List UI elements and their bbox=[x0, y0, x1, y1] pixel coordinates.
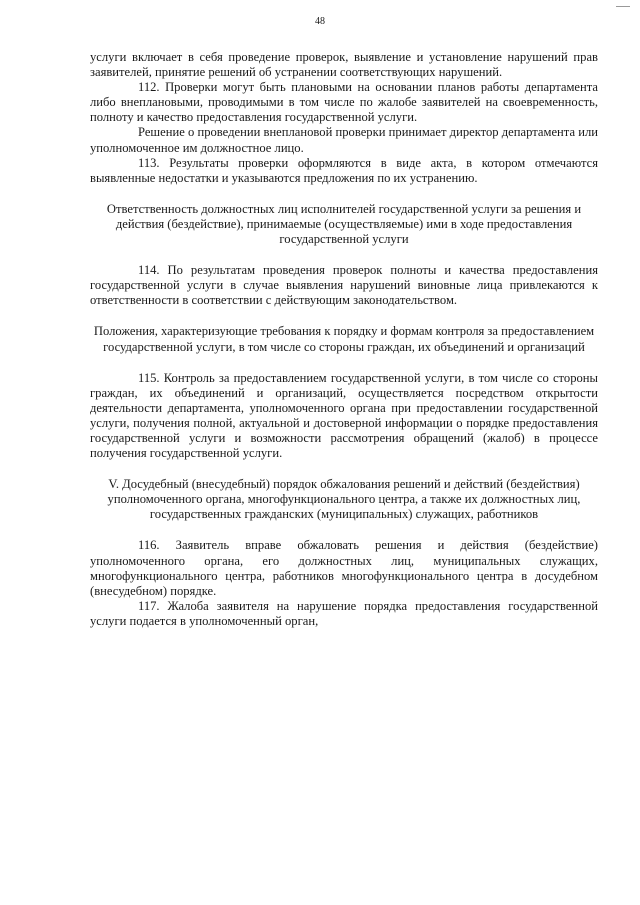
paragraph-112: 112. Проверки могут быть плановыми на основании планов работы департамента либо внеплановыми, проводимыми в том числе по жалобе заявителей на своевременность, полноту и качество предоставления государственной услуги. bbox=[90, 80, 598, 125]
paragraph-117: 117. Жалоба заявителя на нарушение порядка предоставления государственной услуги подается в уполномоченный орган, bbox=[90, 598, 598, 628]
scan-mark bbox=[616, 6, 630, 7]
section-heading-appeal: V. Досудебный (внесудебный) порядок обжалования решений и действий (бездействия) уполномоченного органа, многофункционального центра, а также их должностных лиц, государственных гражданских (муниципальных) служащих, работников bbox=[107, 477, 581, 522]
paragraph-113: 113. Результаты проверки оформляются в виде акта, в котором отмечаются выявленные недостатки и указываются предложения по их устранению. bbox=[90, 155, 598, 185]
paragraph-114: 114. По результатам проведения проверок полноты и качества предоставления государственной услуги в случае выявления нарушений виновные лица привлекаются к ответственности в соответствии с действующим законодательством. bbox=[90, 263, 598, 308]
page-number: 48 bbox=[315, 16, 325, 27]
paragraph-continuation: услуги включает в себя проведение проверок, выявление и установление нарушений прав заявителей, принятие решений об устранении соответствующих нарушений. bbox=[90, 50, 598, 80]
paragraph-116: 116. Заявитель вправе обжаловать решения и действия (бездействие) уполномоченного органа, его должностных лиц, муниципальных служащих, многофункционального центра, работников многофункционального центра в досудебном (внесудебном) порядке. bbox=[90, 538, 598, 598]
document-body bbox=[90, 50, 598, 629]
section-heading-control: Положения, характеризующие требования к порядку и формам контроля за предоставлением государственной услуги, в том числе со стороны граждан, их объединений и организаций bbox=[93, 324, 595, 354]
paragraph-112-decision: Решение о проведении внеплановой проверки принимает директор департамента или уполномоченное им должностное лицо. bbox=[90, 125, 598, 155]
paragraph-115: 115. Контроль за предоставлением государственной услуги, в том числе со стороны граждан, их объединений и организаций, осуществляется посредством открытости деятельности департамента, уполномоченного органа при предоставлении государственной услуги, получения полной, актуальной и достоверной информации о порядке предоставления государственной услуги и возможности рассмотрения обращений (жалоб) в процессе получения государственной услуги. bbox=[90, 370, 598, 461]
section-heading-responsibility: Ответственность должностных лиц исполнителей государственной услуги за решения и действия (бездействие), принимаемые (осуществляемые) ими в ходе предоставления государственной услуги bbox=[106, 201, 582, 247]
